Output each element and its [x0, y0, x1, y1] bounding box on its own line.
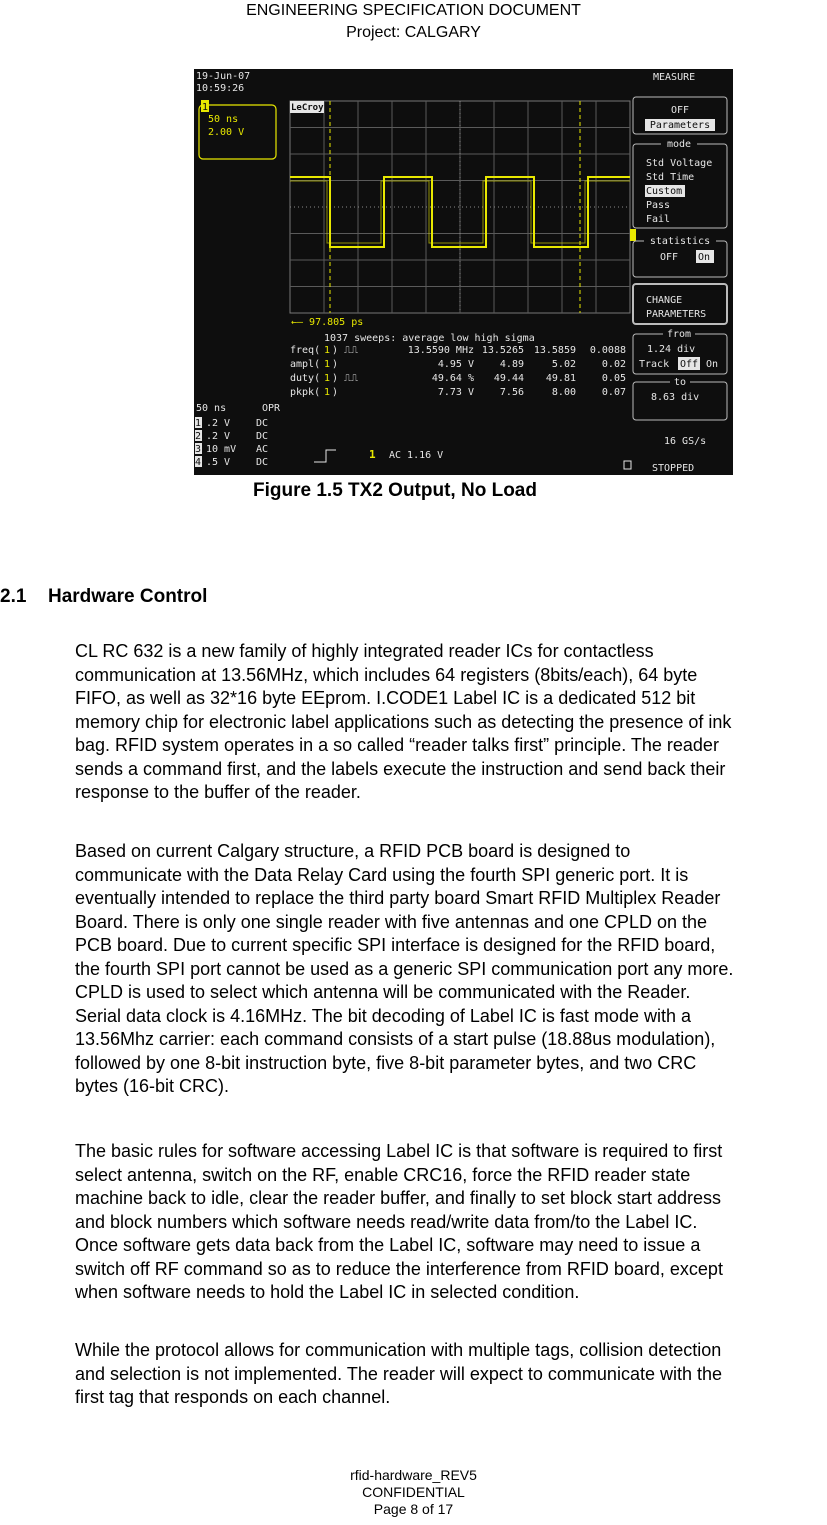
svg-text:ampl(: ampl(	[290, 359, 321, 370]
graticule	[290, 101, 630, 313]
svg-text:Std Voltage: Std Voltage	[646, 158, 713, 169]
trigger-channel: 1	[369, 448, 376, 461]
svg-text:7.56: 7.56	[499, 387, 524, 398]
svg-text:.2 V: .2 V	[206, 431, 231, 442]
channel-row	[195, 456, 268, 468]
footer-doc-id: rfid-hardware_REV5	[350, 1467, 477, 1483]
svg-text:PARAMETERS: PARAMETERS	[646, 309, 707, 320]
section-title: Hardware Control	[48, 586, 208, 607]
svg-text:4.95 V: 4.95 V	[437, 359, 474, 370]
doc-header-project: Project: CALGARY	[346, 24, 481, 41]
doc-header-title: ENGINEERING SPECIFICATION DOCUMENT	[246, 2, 581, 19]
scope-date: 19-Jun-07	[196, 71, 251, 82]
change-parameters-button[interactable]	[633, 284, 727, 324]
meas-row	[290, 359, 626, 370]
svg-text:.2 V: .2 V	[206, 418, 231, 429]
svg-text:On: On	[706, 359, 719, 370]
menu-to-box[interactable]	[633, 376, 727, 420]
opr-label: OPR	[262, 403, 281, 414]
svg-text:): )	[332, 387, 339, 398]
svg-text:Pass: Pass	[646, 200, 671, 211]
svg-text:7.73 V: 7.73 V	[437, 387, 474, 398]
svg-text:duty(: duty(	[290, 373, 321, 384]
channel-row	[195, 417, 268, 429]
svg-text:⎍⎍: ⎍⎍	[344, 373, 358, 384]
svg-text:): )	[332, 373, 339, 384]
svg-text:to: to	[673, 377, 687, 388]
trace-volts: 2.00 V	[208, 127, 245, 138]
svg-text:): )	[332, 345, 339, 356]
cursor-readout: ←— 97.805 ps	[291, 317, 364, 328]
status-square-icon	[624, 461, 631, 469]
svg-text:Off: Off	[680, 359, 699, 370]
acquisition-status: STOPPED	[652, 463, 695, 474]
oscilloscope-screenshot	[194, 69, 733, 475]
svg-text:DC: DC	[256, 457, 269, 468]
svg-text:0.02: 0.02	[601, 359, 626, 370]
sample-rate: 16 GS/s	[664, 436, 707, 447]
svg-text:mode: mode	[666, 139, 692, 150]
svg-text:from: from	[666, 329, 692, 340]
svg-text:1: 1	[324, 359, 331, 370]
section-number: 2.1	[0, 586, 27, 607]
trace-box-channel: 1	[202, 102, 209, 113]
meas-row	[290, 373, 626, 384]
timebase-label: 50 ns	[196, 403, 227, 414]
trigger-level: AC 1.16 V	[389, 450, 444, 461]
svg-text:freq(: freq(	[290, 345, 321, 356]
svg-text:1: 1	[324, 345, 331, 356]
meas-row	[290, 387, 626, 398]
svg-text:0.0088: 0.0088	[589, 345, 626, 356]
paragraph-3: The basic rules for software accessing Label IC is that software is required to first select antenna, switch on the RF, enable CRC16, force the RFID reader state machine back to idle, clear the reader buffer, and finally to set block start address and block numbers which software needs read/write data from/to the Label IC. Once software gets data back from the Label IC, software may need to issue a switch off RF command so as to reduce the interference from RFID board, except when software needs to hold the Label IC in selected condition.	[75, 1141, 723, 1302]
footer-page-number: Page 8 of 17	[373, 1501, 454, 1517]
svg-text:pkpk(: pkpk(	[290, 387, 321, 398]
svg-text:2: 2	[195, 431, 202, 442]
svg-text:49.64 %: 49.64 %	[431, 373, 474, 384]
svg-text:49.81: 49.81	[545, 373, 576, 384]
svg-text:DC: DC	[256, 418, 269, 429]
svg-text:On: On	[698, 252, 711, 263]
svg-text:Std Time: Std Time	[646, 172, 695, 183]
svg-text:DC: DC	[256, 431, 269, 442]
svg-text:10 mV: 10 mV	[206, 444, 237, 455]
lecroy-logo: LeCroy	[291, 103, 324, 113]
menu-statistics-box[interactable]	[633, 235, 727, 277]
svg-text:13.5859: 13.5859	[533, 345, 576, 356]
paragraph-2: Based on current Calgary structure, a RFID PCB board is designed to communicate with the Data Relay Card using the fourth SPI generic port. It is eventually intended to replace the third party board Smart RFID Multiplex Reader Board. There is only one single reader with five antennas and one CPLD on the PCB board. Due to current specific SPI interface is designed for the RFID board, the fourth SPI port cannot be used as a generic SPI communication port any more. CPLD is used to select which antenna will be communicated with the Reader. Serial data clock is 4.16MHz. The bit decoding of Label IC is fast mode with a 13.56Mhz carrier: each command consists of a start pulse (18.88us modulation), followed by one 8-bit instruction byte, five 8-bit parameter bytes, and two CRC bytes (16-bit CRC).	[75, 841, 734, 1096]
svg-text:Parameters: Parameters	[649, 120, 711, 131]
svg-text:1: 1	[324, 373, 331, 384]
trace-timebase: 50 ns	[208, 114, 239, 125]
svg-text:0.05: 0.05	[601, 373, 626, 384]
figure-caption: Figure 1.5 TX2 Output, No Load	[253, 480, 537, 501]
svg-text:13.5590 MHz: 13.5590 MHz	[407, 345, 474, 356]
svg-text:1: 1	[324, 387, 331, 398]
svg-text:OFF: OFF	[670, 105, 690, 116]
footer-confidential: CONFIDENTIAL	[362, 1484, 465, 1500]
paragraph-1: CL RC 632 is a new family of highly integrated reader ICs for contactless communication at 13.56MHz, which includes 64 registers (8bits/each), 64 byte FIFO, as well as 32*16 byte EEprom. I.CODE1 Label IC is a dedicated 512 bit memory chip for electronic label applications such as detecting the presence of ink bag. RFID system operates in a so called “reader talks first” principle. The reader sends a command first, and the labels execute the instruction and send back their response to the buffer of the reader.	[75, 641, 732, 802]
meas-row	[290, 345, 626, 356]
svg-text:⎍⎍: ⎍⎍	[344, 345, 358, 356]
svg-text:statistics: statistics	[649, 236, 711, 247]
scope-time: 10:59:26	[196, 83, 245, 94]
svg-text:3: 3	[195, 444, 202, 455]
menu-mode-box[interactable]	[633, 138, 727, 228]
menu-from-box[interactable]	[633, 328, 727, 374]
svg-text:4.89: 4.89	[499, 359, 524, 370]
channel-row	[195, 430, 268, 442]
svg-text:8.63 div: 8.63 div	[651, 392, 700, 403]
svg-text:8.00: 8.00	[551, 387, 576, 398]
measure-title: MEASURE	[653, 72, 696, 83]
svg-text:Fail: Fail	[646, 214, 671, 225]
svg-text:1.24 div: 1.24 div	[647, 344, 696, 355]
svg-text:.5 V: .5 V	[206, 457, 231, 468]
svg-text:Track: Track	[639, 359, 670, 370]
svg-text:): )	[332, 359, 339, 370]
svg-text:13.5265: 13.5265	[481, 345, 524, 356]
svg-text:5.02: 5.02	[551, 359, 576, 370]
svg-text:OFF: OFF	[660, 252, 679, 263]
svg-text:CHANGE: CHANGE	[646, 295, 683, 306]
channel-row	[195, 443, 268, 455]
trigger-edge-icon	[314, 450, 336, 462]
svg-text:0.07: 0.07	[601, 387, 626, 398]
paragraph-4: While the protocol allows for communication with multiple tags, collision detection and selection is not implemented. The reader will expect to communicate with the first tag that responds on each channel.	[75, 1340, 722, 1407]
svg-text:Custom: Custom	[646, 186, 683, 197]
svg-text:4: 4	[195, 457, 202, 468]
svg-text:49.44: 49.44	[493, 373, 524, 384]
section-heading	[0, 586, 207, 608]
svg-text:1: 1	[195, 418, 202, 429]
sweeps-header: 1037 sweeps: average low high sigma	[324, 333, 535, 344]
menu-parameters-box[interactable]	[633, 97, 727, 134]
svg-text:AC: AC	[256, 444, 269, 455]
